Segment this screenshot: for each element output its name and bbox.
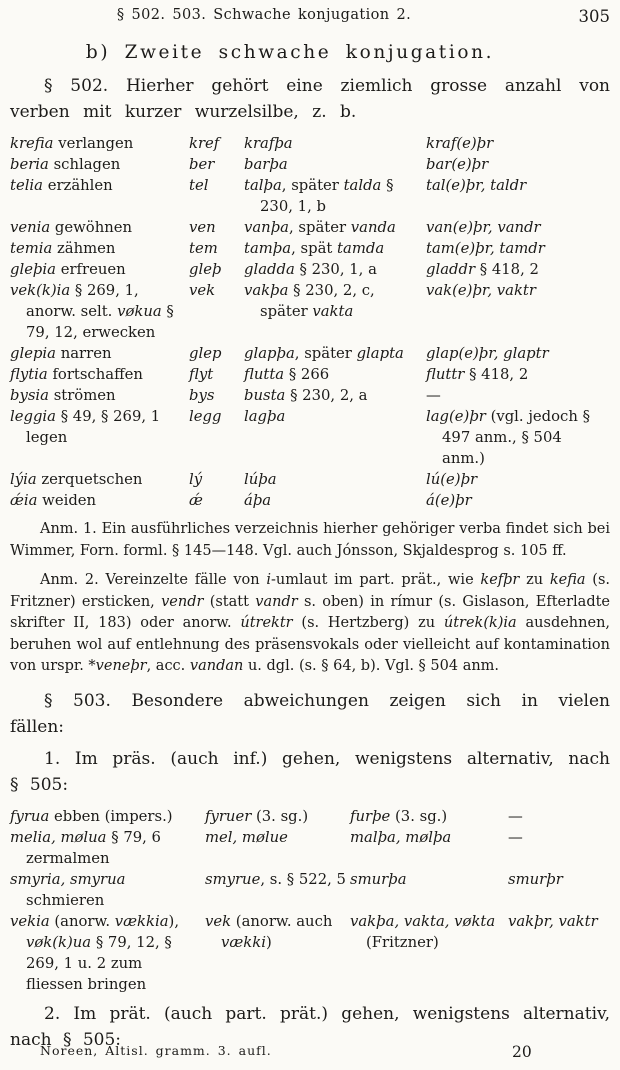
table-cell: áþa [244, 492, 272, 509]
table-cell: lú(e)þr [426, 471, 478, 488]
table-cell: fyruer (3. sg.) [205, 807, 309, 825]
table-cell: malþa, mølþa [350, 828, 452, 846]
table-cell: flutta § 266 [244, 366, 330, 383]
table-cell: tal(e)þr, taldr [426, 177, 527, 194]
note-1: Anm. 1. Ein ausführliches verzeichnis hierher gehöriger verba findet sich bei Wimmer, Forn. forml. § 145—148. Vgl. auch Jónsson, Skjaldesprog s. 105 ff. [10, 521, 610, 559]
sheet-number: 20 [512, 1043, 532, 1061]
table-cell: glap(e)þr, glaptr [426, 345, 549, 362]
list-item-1: 1. Im präs. (auch inf.) gehen, wenigstens alternativ, nach § 505: [10, 748, 610, 795]
page-footer [10, 1043, 610, 1061]
table-cell: ǽia weiden [10, 492, 97, 509]
table-cell: temia zähmen [10, 240, 116, 257]
table-cell: tamþa, spät tamda [244, 240, 385, 257]
table-cell: lag(e)þr (vgl. jedoch § 497 anm., § 504 anm.) [426, 408, 590, 467]
table-cell: vanþa, später vanda [244, 219, 396, 236]
table-cell: ǽ [189, 492, 203, 509]
table-cell: vakþa § 230, 2, c, später vakta [244, 282, 375, 320]
table-row [10, 238, 610, 259]
table-cell: vek [189, 282, 216, 299]
note-2: Anm. 2. Vereinzelte fälle von i-umlaut im part. prät., wie kefþr zu kefia (s. Fritzner) ersticken, vendr (statt vandr s. oben) in rímur (s. Gislason, Efterladte skrifter II, 183) oder anorw. útrektr (s. Hertzberg) zu útrek(k)ia ausdehnen, beruhen wol auf entlehnung des präsensvokals oder vielleicht auf kontamination von urspr. *veneþr, acc. vandan u. dgl. (s. § 64, b). Vgl. § 504 anm. [10, 572, 611, 674]
table-cell: á(e)þr [426, 492, 472, 509]
table-cell: flytia fortschaffen [10, 366, 143, 383]
section-heading: b) Zweite schwache konjugation. [85, 42, 495, 63]
table-row [10, 154, 610, 175]
table-cell: tam(e)þr, tamdr [426, 240, 545, 257]
table-cell: lúþa [244, 471, 277, 488]
table-cell: van(e)þr, vandr [426, 219, 541, 236]
table-cell: ven [189, 219, 216, 236]
table-cell: bysia strömen [10, 387, 116, 404]
table-row [10, 364, 610, 385]
page-number: 305 [578, 7, 610, 26]
table-cell: vek(k)ia § 269, 1, anorw. selt. vøkua § 79, 12, erwecken [10, 282, 174, 341]
table-cell: gleþia erfreuen [10, 261, 126, 278]
signature-line: Noreen, Altisl. gramm. 3. aufl. [40, 1043, 272, 1058]
table-cell: kref [189, 135, 220, 152]
table-cell: krafþa [244, 135, 293, 152]
table-cell: ber [189, 156, 215, 173]
table-row [10, 133, 610, 154]
table-cell: lý [189, 471, 203, 488]
table-row [10, 911, 610, 995]
table-cell: — [508, 828, 523, 846]
table-row [10, 406, 610, 469]
table-row [10, 490, 610, 511]
table-cell: vakþa, vakta, vøkta (Fritzner) [350, 912, 496, 951]
table-cell: barþa [244, 156, 288, 173]
table-cell: talþa, später talda § 230, 1, b [244, 177, 394, 215]
table-cell: smyrue, s. § 522, 5 [205, 870, 346, 888]
table-cell: gladda § 230, 1, a [244, 261, 377, 278]
table-cell: lagþa [244, 408, 286, 425]
table-row [10, 385, 610, 406]
table-cell: kraf(e)þr [426, 135, 494, 152]
table-row [10, 175, 610, 217]
table-cell: mel, mølue [205, 828, 288, 846]
table-cell: furþe (3. sg.) [350, 807, 448, 825]
paragraph-503: § 503. Besondere abweichungen zeigen sich in vielen fällen: [10, 690, 610, 737]
verb-table-1 [10, 133, 610, 511]
running-head-title: § 502. 503. Schwache konjugation 2. [116, 7, 412, 23]
table-row [10, 827, 610, 869]
table-cell: glepia narren [10, 345, 112, 362]
table-cell: flyt [189, 366, 214, 383]
running-head [10, 7, 610, 27]
table-row [10, 343, 610, 364]
table-cell: telia erzählen [10, 177, 113, 194]
table-cell: vekia (anorw. vækkia), vøk(k)ua § 79, 12, § 269, 1 u. 2 zum fliessen bringen [10, 912, 180, 993]
table-cell: krefia verlangen [10, 135, 134, 152]
table-cell: gladdr § 418, 2 [426, 261, 539, 278]
table-cell: vek (anorw. auch vækki) [205, 912, 333, 951]
table-cell: — [508, 807, 523, 825]
table-cell: smyria, smyrua schmieren [10, 870, 126, 909]
table-cell: smurþa [350, 870, 407, 888]
table-cell: gleþ [189, 261, 222, 278]
table-cell: glapþa, später glapta [244, 345, 404, 362]
table-row [10, 217, 610, 238]
table-cell: — [426, 387, 441, 404]
table-cell: leggia § 49, § 269, 1 legen [10, 408, 161, 446]
table-cell: bys [189, 387, 215, 404]
table-cell: vakþr, vaktr [508, 912, 598, 930]
table-cell: melia, mølua § 79, 6 zermalmen [10, 828, 161, 867]
table-row [10, 259, 610, 280]
table-row [10, 280, 610, 343]
table-cell: glep [189, 345, 222, 362]
paragraph-502: § 502. Hierher gehört eine ziemlich grosse anzahl von verben mit kurzer wurzelsilbe, z. b. [10, 76, 610, 122]
table-cell: vak(e)þr, vaktr [426, 282, 536, 299]
table-cell: beria schlagen [10, 156, 121, 173]
table-cell: busta § 230, 2, a [244, 387, 368, 404]
table-cell: fluttr § 418, 2 [426, 366, 529, 383]
table-row [10, 469, 610, 490]
list-item-2: 2. Im prät. (auch part. prät.) gehen, wenigstens alternativ, nach § 505: [10, 1003, 610, 1050]
table-cell: venia gewöhnen [10, 219, 133, 236]
table-cell: fyrua ebben (impers.) [10, 807, 173, 825]
table-row [10, 806, 610, 827]
table-row [10, 869, 610, 911]
table-cell: lýia zerquetschen [10, 471, 143, 488]
table-cell: smurþr [508, 870, 563, 888]
table-cell: tel [189, 177, 209, 194]
verb-table-2 [10, 806, 610, 995]
table-cell: bar(e)þr [426, 156, 489, 173]
table-cell: tem [189, 240, 218, 257]
table-cell: legg [189, 408, 222, 425]
